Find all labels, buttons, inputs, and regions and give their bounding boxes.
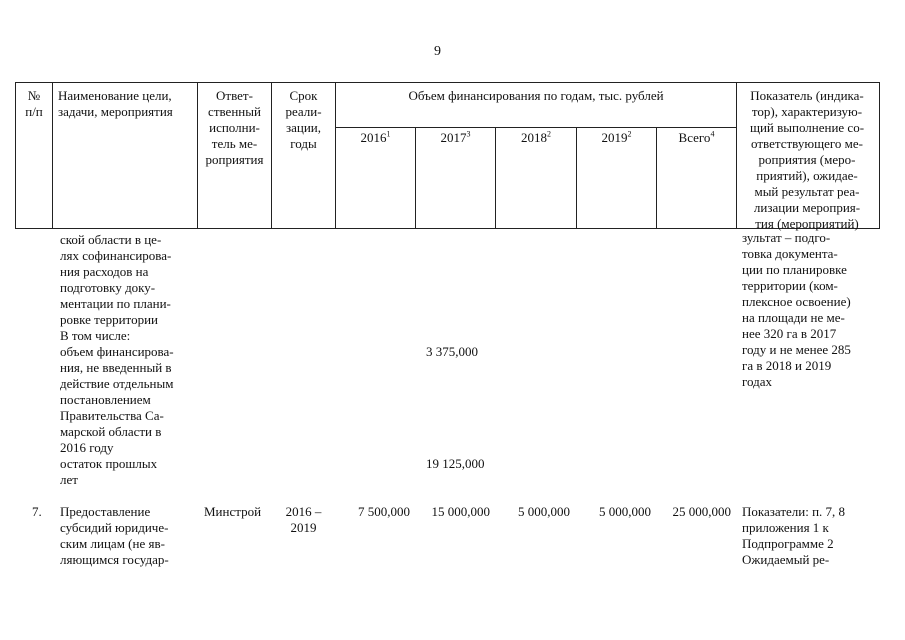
continued-row-indicator: зультат – подго- товка документа- ции по планировке территории (ком- плексное освоение) на площади не ме- нее 320 га в 2017 году и не менее 285 га в 2018 и 2019 годах <box>742 230 851 389</box>
col-indicator-header: Показатель (индика- тор), характеризую- щий выполнение со- ответствующего ме- роприятия (меро- приятий), ожидае- мый результат реа- лизации мероприя- тия (мероприятий) <box>749 88 865 231</box>
row7-term: 2016 – 2019 <box>285 504 322 535</box>
year-2016-header: 2016$^1$ <box>360 129 391 145</box>
row7-value-total: 25 000,000 <box>672 504 731 519</box>
row7-value-2016: 7 500,000 <box>358 504 410 519</box>
value-2017-a: 3 375,000 <box>426 344 478 359</box>
row7-responsible: Минстрой <box>204 504 262 519</box>
value-2017-b: 19 125,000 <box>426 456 485 471</box>
row7-indicator: Показатели: п. 7, 8 приложения 1 к Подпрограмме 2 Ожидаемый ре- <box>742 504 846 567</box>
row7-value-2017: 15 000,000 <box>431 504 490 519</box>
total-header: Всего$^4$ <box>678 129 715 145</box>
continued-row-name: ской области в це- лях софинансирова- ния расходов на подготовку доку- ментации по плани- ровке территории В том числе: объем финансирова- ния, не введенный в действие отдельным постановлением Правительства Са- марской области в 2016 году остаток прошлых лет <box>60 232 174 487</box>
year-2018-header: 2018$^2$ <box>521 129 551 145</box>
row7-value-2018: 5 000,000 <box>518 504 570 519</box>
col-responsible-header: Ответ- ственный исполни- тель ме- роприятия <box>205 88 264 167</box>
col-number-header: № п/п <box>25 88 43 119</box>
col-term-header: Срок реали- зации, годы <box>285 88 322 151</box>
year-2017-header: 2017$^3$ <box>440 129 471 145</box>
row7-number: 7. <box>32 504 42 519</box>
col-name-header: Наименование цели, задачи, мероприятия <box>58 88 173 119</box>
financing-header: Объем финансирования по годам, тыс. рублей <box>408 88 664 103</box>
row7-name: Предоставление субсидий юридиче- ским лицам (не яв- ляющимся государ- <box>60 504 169 567</box>
page-number: 9 <box>434 44 441 59</box>
row7-value-2019: 5 000,000 <box>599 504 651 519</box>
year-2019-header: 2019$^2$ <box>601 129 632 145</box>
